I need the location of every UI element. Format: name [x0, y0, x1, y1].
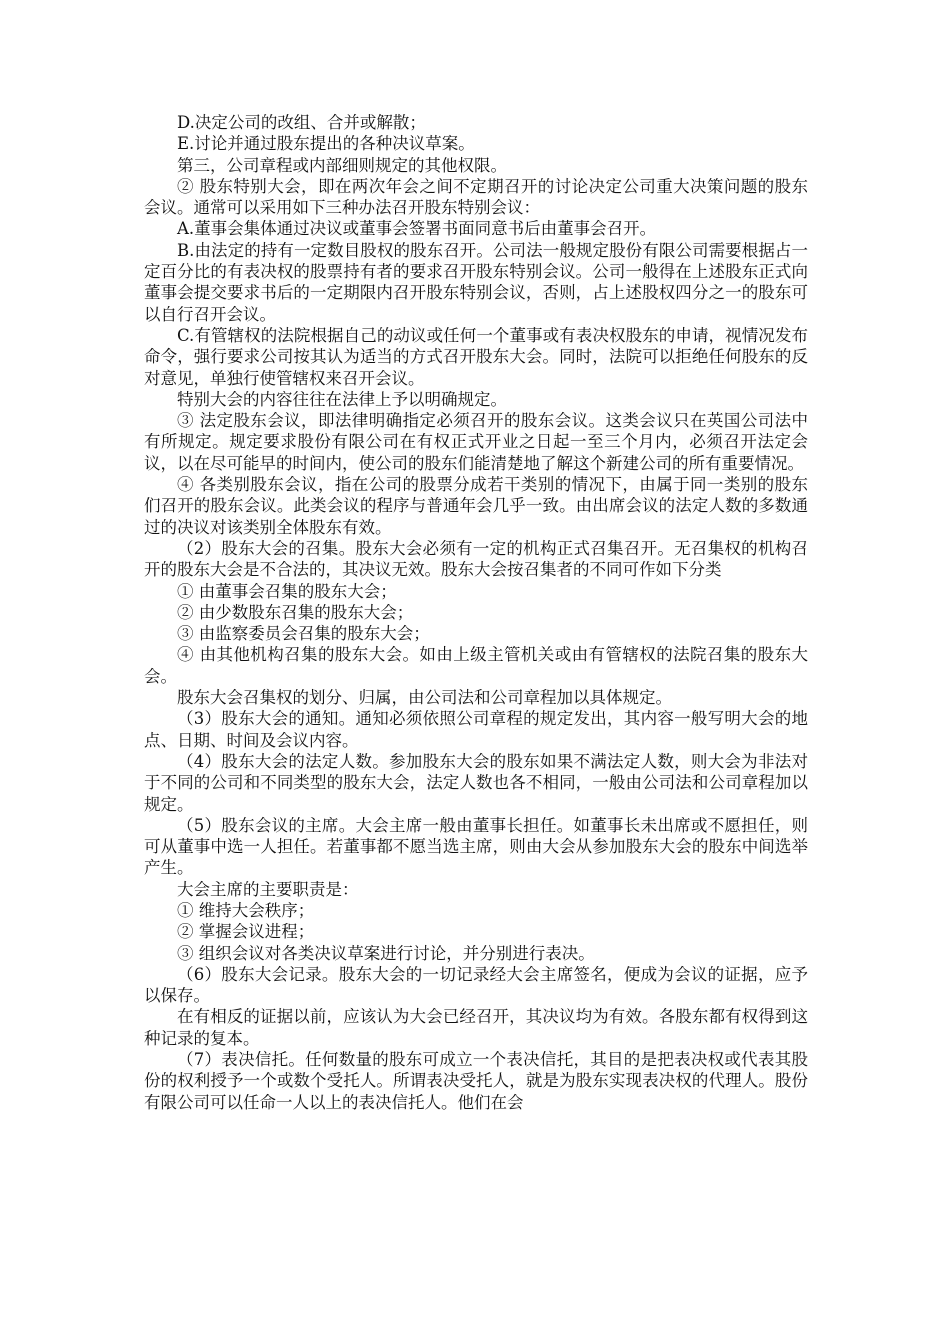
paragraph-records-validity: 在有相反的证据以前，应该认为大会已经召开，其决议均为有效。各股东都有权得到这种记录的复本。 — [144, 1007, 808, 1048]
paragraph-convening-rights: 股东大会召集权的划分、归属，由公司法和公司章程加以具体规定。 — [177, 688, 672, 708]
paragraph-chairman-duties: 大会主席的主要职责是： — [177, 879, 359, 899]
paragraph-special-content: 特别大会的内容往往在法律上予以明确规定。 — [177, 389, 507, 409]
paragraph-method-b: B.由法定的持有一定数目股权的股东召开。公司法一般规定股份有限公司需要根据占一定百分比的有表决权的股票持有者的要求召开股东特别会议。公司一般得在上述股东正式向董事会提交要求书后的一定期限内召开股东特别会议，否则，占上述股权四分之一的股东可以自行召开会议。 — [144, 240, 808, 324]
paragraph-quorum: （4）股东大会的法定人数。参加股东大会的股东如果不满法定人数，则大会为非法对于不同的公司和不同类型的股东大会，法定人数也各不相同，一般由公司法和公司章程加以规定。 — [144, 751, 808, 814]
paragraph-statutory-meeting: ③ 法定股东会议，即法律明确指定必须召开的股东会议。这类会议只在英国公司法中有所规定。规定要求股份有限公司在有权正式开业之日起一至三个月内，必须召开法定会议，以在尽可能早的时间内，使公司的股东们能清楚地了解这个新建公司的所有重要情况。 — [144, 411, 808, 473]
paragraph-method-c: C.有管辖权的法院根据自己的动议或任何一个董事或有表决权股东的申请，视情况发布命令，强行要求公司按其认为适当的方式召开股东大会。同时，法院可以拒绝任何股东的反对意见，单独行使管辖权来召开会议。 — [144, 325, 808, 388]
paragraph-records: （6）股东大会记录。股东大会的一切记录经大会主席签名，便成为会议的证据，应予以保存。 — [144, 964, 808, 1006]
paragraph-item-e: E.讨论并通过股东提出的各种决议草案。 — [177, 134, 475, 154]
paragraph-third-point: 第三，公司章程或内部细则规定的其他权限。 — [177, 155, 507, 175]
paragraph-duty-progress: ② 掌握会议进程； — [177, 922, 315, 942]
paragraph-chairman: （5）股东会议的主席。大会主席一般由董事长担任。如董事长未出席或不愿担任，则可从董事中选一人担任。若董事都不愿当选主席，则由大会从参加股东大会的股东中间选举产生。 — [144, 815, 808, 878]
paragraph-convening: （2）股东大会的召集。股东大会必须有一定的机构正式召集召开。无召集权的机构召开的股东大会是不合法的，其决议无效。股东大会按召集者的不同可作如下分类 — [144, 538, 808, 580]
paragraph-class-meeting: ④ 各类别股东会议，指在公司的股票分成若干类别的情况下，由属于同一类别的股东们召开的股东会议。此类会议的程序与普通年会几乎一致。由出席会议的法定人数的多数通过的决议对该类别全体股东有效。 — [144, 475, 808, 537]
paragraph-special-meeting: ② 股东特别大会，即在两次年会之间不定期召开的讨论决定公司重大决策问题的股东会议。通常可以采用如下三种办法召开股东特别会议： — [144, 176, 808, 218]
paragraph-convene-minority: ② 由少数股东召集的股东大会； — [177, 602, 414, 622]
paragraph-convene-board: ① 由董事会召集的股东大会； — [177, 581, 397, 601]
paragraph-method-a: A.董事会集体通过决议或董事会签署书面同意书后由董事会召开。 — [177, 219, 657, 239]
paragraph-duty-vote: ③ 组织会议对各类决议草案进行讨论，并分别进行表决。 — [177, 943, 595, 963]
paragraph-notice: （3）股东大会的通知。通知必须依照公司章程的规定发出，其内容一般写明大会的地点、日期、时间及会议内容。 — [144, 709, 808, 750]
document-page — [144, 112, 808, 1113]
paragraph-convene-other: ④ 由其他机构召集的股东大会。如由上级主管机关或由有管辖权的法院召集的股东大会。 — [144, 645, 808, 686]
paragraph-convene-supervisory: ③ 由监察委员会召集的股东大会； — [177, 624, 430, 644]
paragraph-item-d: D.决定公司的改组、合并或解散； — [177, 113, 426, 132]
paragraph-voting-trust: （7）表决信托。任何数量的股东可成立一个表决信托，其目的是把表决权或代表其股份的权利授予一个或数个受托人。所谓表决受托人，就是为股东实现表决权的代理人。股份有限公司可以任命一人以上的表决信托人。他们在会 — [144, 1050, 808, 1112]
paragraph-duty-order: ① 维持大会秩序； — [177, 900, 315, 920]
